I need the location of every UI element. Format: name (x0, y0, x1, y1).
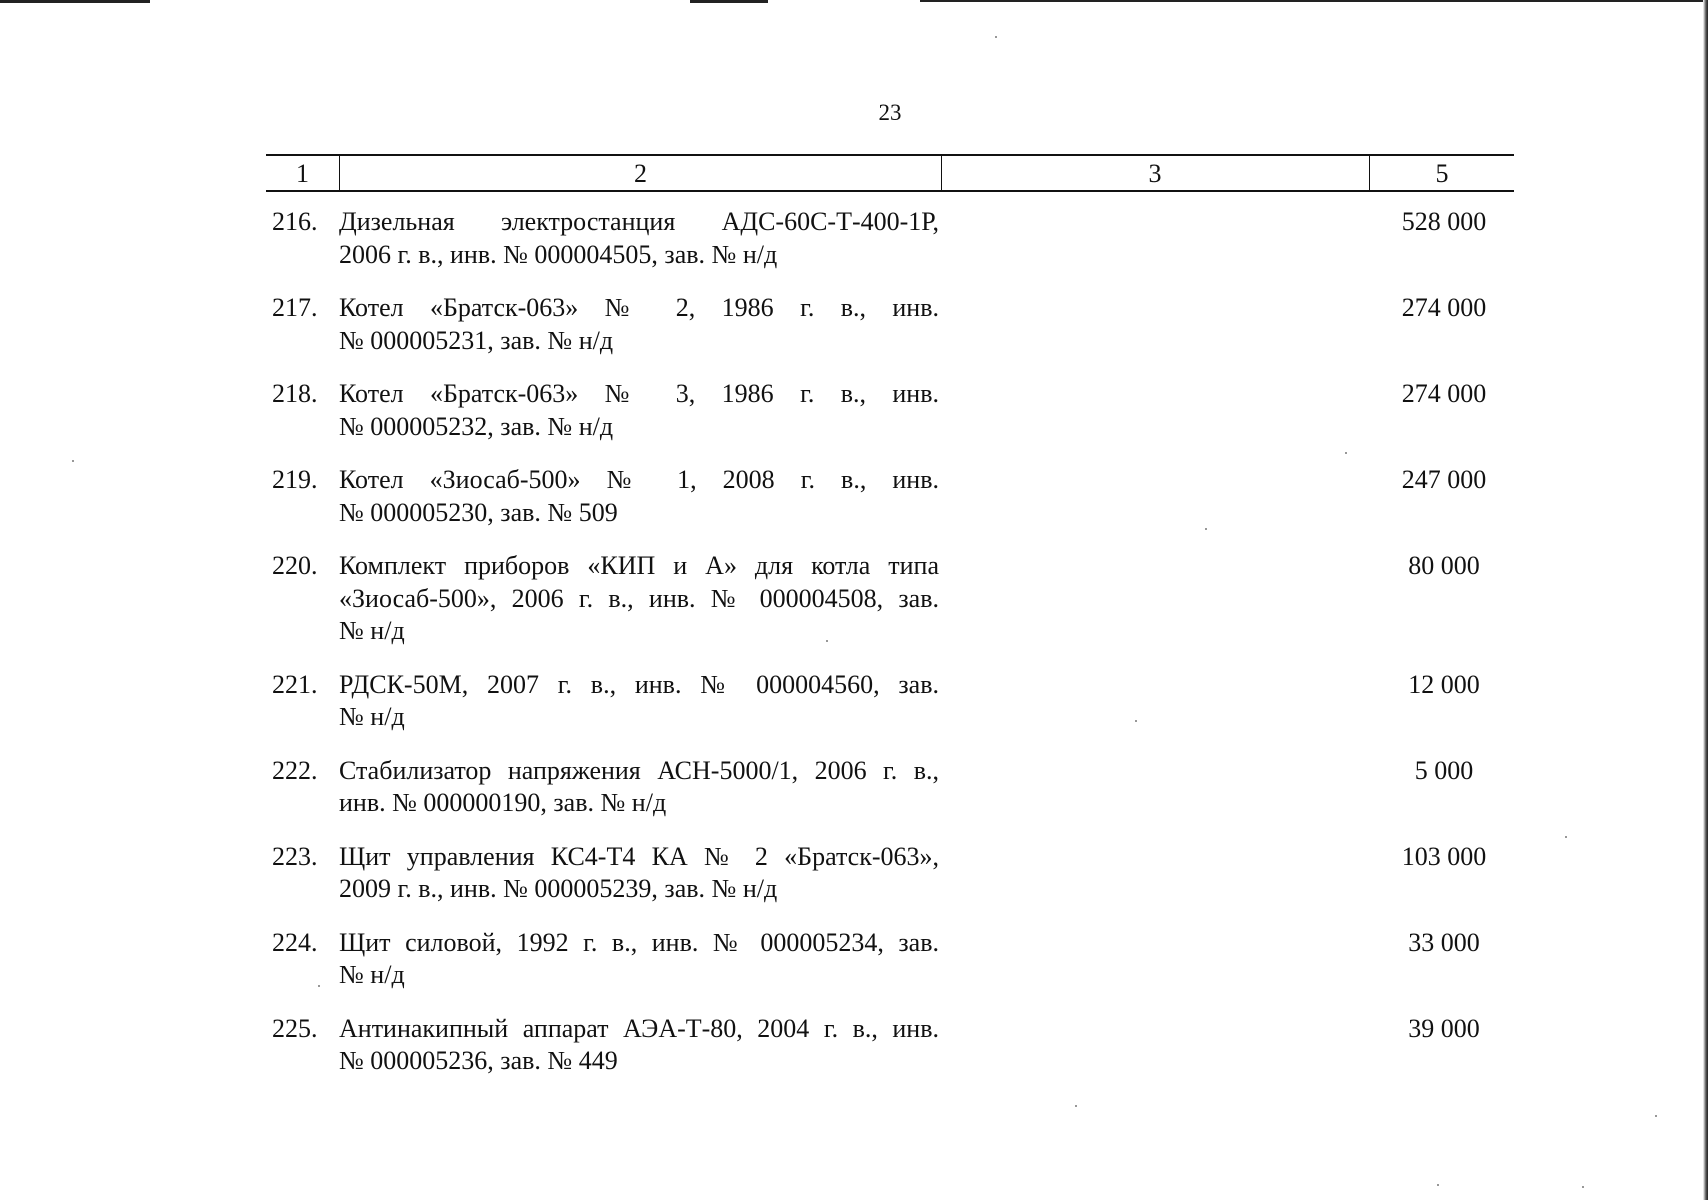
row-value: 247 000 (1401, 465, 1487, 494)
row-number: 220. (272, 551, 318, 580)
row-number: 221. (272, 669, 318, 699)
table-header (266, 154, 1514, 192)
scan-edge-top-mid (690, 0, 768, 3)
table-body (266, 206, 1514, 1078)
description-line: «Зиосаб-500», 2006 г. в., инв. № 000004508, зав. (339, 583, 939, 613)
column-header-2: 2 (339, 156, 942, 190)
description-line: Антинакипный аппарат АЭА-Т-80, 2004 г. в., инв. (339, 1013, 939, 1043)
description-line: № н/д (339, 616, 405, 645)
row-description (339, 292, 939, 357)
table-row (266, 464, 1514, 529)
table-row (266, 927, 1514, 992)
row-number: 224. (272, 927, 318, 957)
scan-edge-right (1703, 0, 1708, 1200)
row-value: 528 000 (1401, 207, 1487, 236)
row-number: 217. (272, 293, 318, 322)
description-line: Котел «Братск-063» № 2, 1986 г. в., инв. (339, 293, 939, 322)
row-number: 216. (272, 207, 318, 236)
table-row (266, 292, 1514, 357)
description-line: № н/д (339, 702, 405, 731)
row-number: 219. (272, 465, 318, 494)
row-value: 80 000 (1408, 551, 1480, 580)
row-value: 274 000 (1401, 293, 1487, 322)
column-header-1: 1 (266, 156, 340, 190)
row-number: 222. (272, 755, 318, 785)
row-number: 218. (272, 379, 318, 408)
row-description (339, 378, 939, 443)
row-description (339, 755, 939, 820)
description-line: № 000005230, зав. № 509 (339, 497, 618, 527)
table-row (266, 550, 1514, 648)
scan-speck (995, 36, 997, 38)
description-line: 2009 г. в., инв. № 000005239, зав. № н/д (339, 874, 778, 903)
row-value: 5 000 (1414, 755, 1474, 785)
inventory-table (266, 154, 1514, 1099)
scan-speck (1582, 1186, 1584, 1188)
row-description (339, 550, 939, 648)
description-line: Котел «Зиосаб-500» № 1, 2008 г. в., инв. (339, 465, 939, 494)
table-row (266, 1013, 1514, 1078)
scan-speck (72, 460, 74, 462)
table-row (266, 755, 1514, 820)
row-description (339, 464, 939, 529)
description-line: Стабилизатор напряжения АСН-5000/1, 2006 г. в., (339, 755, 939, 785)
row-description (339, 669, 939, 734)
description-line: Щит управления КС4-Т4 КА № 2 «Братск-063», (339, 841, 939, 871)
description-line: Котел «Братск-063» № 3, 1986 г. в., инв. (339, 379, 939, 408)
column-header-3: 3 (941, 156, 1370, 190)
table-row (266, 378, 1514, 443)
row-value: 12 000 (1408, 669, 1480, 699)
scan-speck (1437, 1184, 1439, 1186)
description-line: инв. № 000000190, зав. № н/д (339, 788, 667, 817)
row-description (339, 841, 939, 906)
row-value: 274 000 (1401, 379, 1487, 408)
description-line: № 000005232, зав. № н/д (339, 411, 614, 441)
row-value: 103 000 (1401, 841, 1487, 871)
row-value: 33 000 (1408, 927, 1480, 957)
row-description (339, 927, 939, 992)
table-row (266, 206, 1514, 271)
row-description (339, 206, 939, 271)
column-header-5: 5 (1435, 159, 1449, 188)
description-line: № 000005236, зав. № 449 (339, 1046, 618, 1075)
row-value: 39 000 (1408, 1013, 1480, 1043)
scan-speck (1075, 1105, 1077, 1107)
description-line: № 000005231, зав. № н/д (339, 325, 614, 355)
description-line: Щит силовой, 1992 г. в., инв. № 000005234, зав. (339, 927, 939, 957)
table-row (266, 841, 1514, 906)
description-line: Дизельная электростанция АДС-60С-Т-400-1Р, (339, 207, 939, 236)
description-line: Комплект приборов «КИП и А» для котла типа (339, 551, 939, 580)
row-number: 223. (272, 841, 318, 871)
description-line: 2006 г. в., инв. № 000004505, зав. № н/д (339, 239, 778, 269)
scan-speck (1655, 1115, 1657, 1117)
description-line: РДСК-50М, 2007 г. в., инв. № 000004560, зав. (339, 669, 939, 699)
scan-speck (1565, 836, 1567, 838)
scan-edge-top-left (0, 0, 150, 3)
description-line: № н/д (339, 960, 405, 989)
page-number: 23 (878, 100, 902, 125)
table-row (266, 669, 1514, 734)
scan-edge-top-right (920, 0, 1708, 2)
row-description (339, 1013, 939, 1078)
row-number: 225. (272, 1013, 318, 1043)
